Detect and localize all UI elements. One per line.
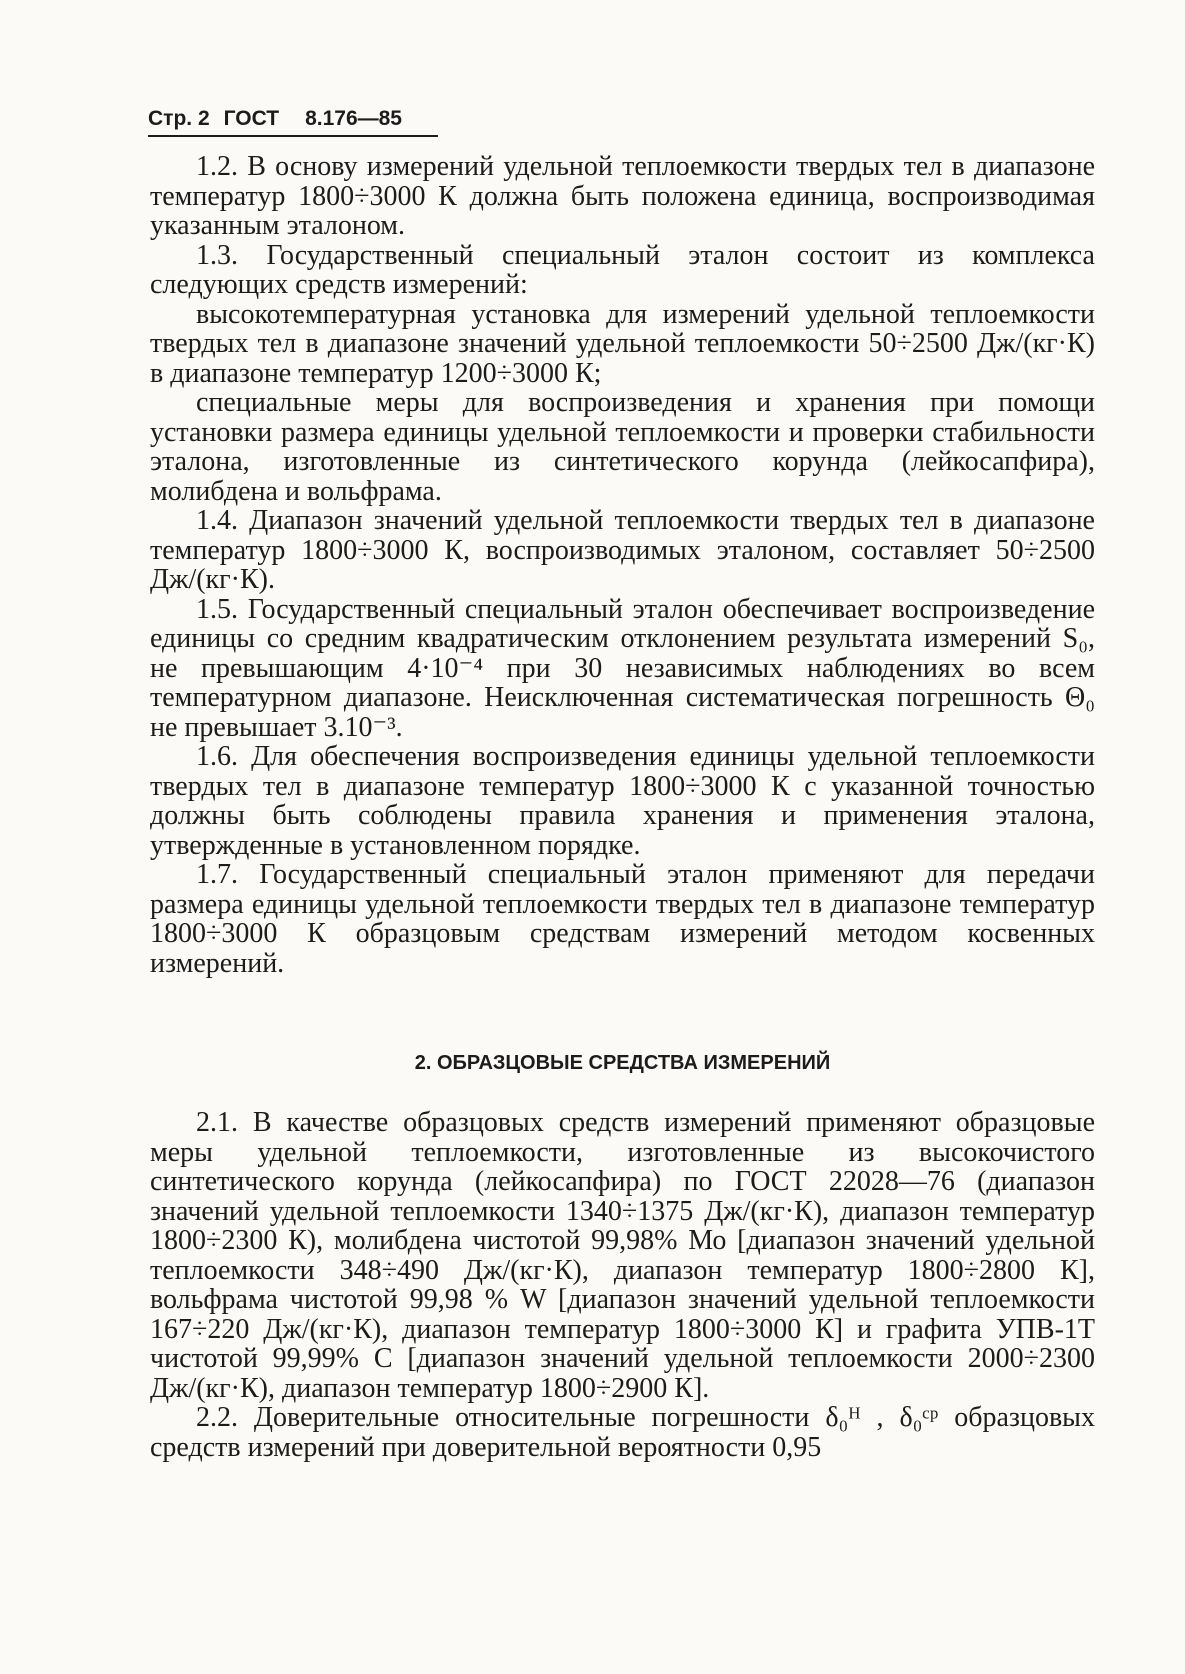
- standard-label: ГОСТ: [223, 107, 280, 130]
- paragraph-2-1: 2.1. В качестве образцовых средств измерений применяют образцовые меры удельной теплоемкости, изготовленные из высокочистого синтетического корунда (лейкосапфира) по ГОСТ 22028—76 (диапазон значений удельной теплоемкости 1340÷1375 Дж/(кг·К), диапазон температур 1800÷2300 К), молибдена чистотой 99,98% Мо [диапазон значений удельной теплоемкости 348÷490 Дж/(кг·К), диапазон температур 1800÷2800 К], вольфрама чистотой 99,98 % W [диапазон значений удельной теплоемкости 167÷220 Дж/(кг·К), диапазон температур 1800÷3000 К] и графита УПВ-1Т чистотой 99,99% С [диапазон значений удельной теплоемкости 2000÷2300 Дж/(кг·К), диапазон температур 1800÷2900 К].: [150, 1107, 1095, 1404]
- list-item-installation: высокотемпературная установка для измерений удельной теплоемкости твердых тел в диапазоне значений удельной теплоемкости 50÷2500 Дж/(кг·К) в диапазоне температур 1200÷3000 К;: [150, 298, 1095, 389]
- page-label: Стр. 2: [148, 107, 210, 130]
- header-rule: [148, 135, 438, 137]
- standard-number: 8.176—85: [305, 107, 402, 130]
- paragraph-1-7: 1.7. Государственный специальный эталон применяют для передачи размера единицы удельной теплоемкости твердых тел в диапазоне температур 1800÷3000 К образцовым средствам измерений методом косвенных измерений.: [150, 859, 1095, 979]
- paragraph-1-4: 1.4. Диапазон значений удельной теплоемкости твердых тел в диапазоне температур 1800÷3000 К, воспроизводимых эталоном, составляет 50÷2500 Дж/(кг·К).: [150, 505, 1095, 595]
- list-item-measures: специальные меры для воспроизведения и хранения при помощи установки размера единицы удельной теплоемкости и проверки стабильности эталона, изготовленные из синтетического корунда (лейкосапфира), молибдена и вольфрама.: [150, 387, 1095, 507]
- section-2-body: [150, 1108, 1095, 1462]
- section-1-body: [150, 152, 1095, 978]
- paragraph-2-2: 2.2. Доверительные относительные погрешности δ₀ᴴ , δ₀ᶜᵖ образцовых средств измерений при доверительной вероятности 0,95: [150, 1402, 1095, 1463]
- section-heading: 2. ОБРАЗЦОВЫЕ СРЕДСТВА ИЗМЕРЕНИЙ: [414, 1052, 831, 1074]
- paragraph-1-2: 1.2. В основу измерений удельной теплоемкости твердых тел в диапазоне температур 1800÷3000 К должна быть положена единица, воспроизводимая указанным эталоном.: [150, 151, 1095, 241]
- paragraph-1-3: 1.3. Государственный специальный эталон состоит из комплекса следующих средств измерений:: [150, 239, 1095, 300]
- page-header: [148, 104, 402, 134]
- paragraph-1-5: 1.5. Государственный специальный эталон обеспечивает воспроизведение единицы со средним квадратическим отклонением результата измерений S₀, не превышающим 4·10⁻⁴ при 30 независимых наблюдениях во всем температурном диапазоне. Неисключенная систематическая погрешность Θ₀ не превышает 3.10⁻³.: [150, 593, 1095, 743]
- paragraph-1-6: 1.6. Для обеспечения воспроизведения единицы удельной теплоемкости твердых тел в диапазоне температур 1800÷3000 К с указанной точностью должны быть соблюдены правила хранения и применения эталона, утвержденные в установленном порядке.: [150, 741, 1095, 861]
